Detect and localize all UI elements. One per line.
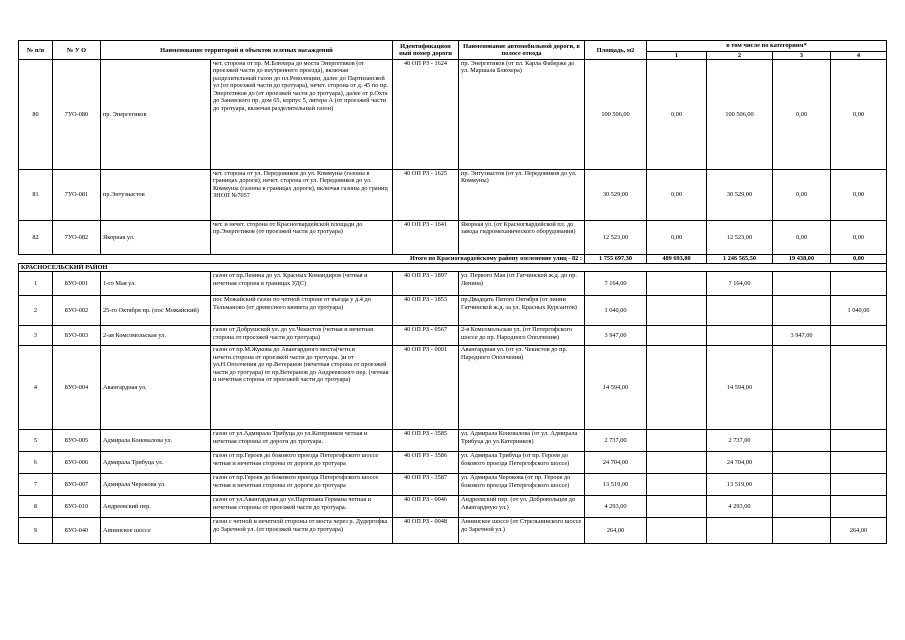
row-cat-1: [647, 474, 707, 496]
row-area: 264,00: [585, 518, 647, 544]
district-heading: КРАСНОСЕЛЬСКИЙ РАЙОН: [19, 264, 887, 272]
row-cat-3: [773, 518, 831, 544]
table-body: [19, 60, 887, 544]
row-road-id: 40 ОП РЗ - 1625: [393, 170, 459, 221]
table-row: [19, 496, 887, 518]
row-description: газон от Добрушской ул. до ул.Чекистов (четная и нечетная сторона от проезжей части до тротуара): [211, 326, 393, 346]
row-cat-2: 14 594,00: [707, 346, 773, 430]
header-cat-4: 4: [831, 52, 887, 60]
row-object-name: Якорная ул.: [101, 221, 211, 255]
row-cat-2: 24 704,00: [707, 452, 773, 474]
row-yo-code: 8УО-004: [53, 346, 101, 430]
row-road-id: 40 ОП РЗ - 3586: [393, 452, 459, 474]
row-road-id: 40 ОП РЗ - 0567: [393, 326, 459, 346]
header-cat-2: 2: [707, 52, 773, 60]
row-road-name: пр. Энтузиастов (от ул. Передовиков до ул. Коммуны): [459, 170, 585, 221]
row-road-id: 40 ОП РЗ - 0001: [393, 346, 459, 430]
row-area: 13 519,00: [585, 474, 647, 496]
row-road-id: 40 ОП РЗ - 0046: [393, 496, 459, 518]
row-number: 1: [19, 272, 53, 296]
row-cat-3: [773, 430, 831, 452]
row-cat-1: [647, 296, 707, 326]
row-yo-code: 8УО-002: [53, 296, 101, 326]
total-area: 1 755 697,30: [585, 255, 647, 264]
table-row: [19, 452, 887, 474]
row-cat-4: [831, 430, 887, 452]
row-road-name: пр.Двадцать Пятого Октября (от линии Гатчинской ж.д. за ул. Красных Курсантов): [459, 296, 585, 326]
row-yo-code: 7УО-082: [53, 221, 101, 255]
table-row: [19, 430, 887, 452]
row-area: 4 293,00: [585, 496, 647, 518]
table-row: [19, 474, 887, 496]
row-area: 24 704,00: [585, 452, 647, 474]
row-cat-2: 100 506,00: [707, 60, 773, 170]
row-object-name: пр. Энергетиков: [101, 60, 211, 170]
row-cat-3: [773, 474, 831, 496]
row-cat-4: 264,00: [831, 518, 887, 544]
row-road-name: 2-я Комсомольская ул. (от Петергофского шоссе до пр. Народного Ополчения): [459, 326, 585, 346]
row-road-name: Аннинское шоссе (от Стрельнинского шоссе до Заречной ул.): [459, 518, 585, 544]
table-row: [19, 272, 887, 296]
row-description: газон с четной и нечетной стороны от моста через р. Дудергофка до Заречной ул. (от проезжей части до тротуара): [211, 518, 393, 544]
row-road-name: Якорная ул. (от Красногвардейской пл. до завода гидромеханического оборудования): [459, 221, 585, 255]
row-yo-code: 8УО-040: [53, 518, 101, 544]
table-row: [19, 326, 887, 346]
total-label: Итого по Красногвардейскому району озеленение улиц - 82 :: [19, 255, 585, 264]
row-cat-4: [831, 474, 887, 496]
row-cat-2: 2 737,00: [707, 430, 773, 452]
row-number: 81: [19, 170, 53, 221]
row-cat-1: [647, 430, 707, 452]
row-cat-2: 4 293,00: [707, 496, 773, 518]
row-area: 1 040,00: [585, 296, 647, 326]
row-description: газон от пр.М.Жукова до Авангардного моста(четн.и нечетн.сторона от проезжей части до тротуара. )и от ул.Н.Ополчения до пр.Ветеранов (нечетная сторона от проезжей части до тротуара) от пр.Ветеранов до Андреевского пер. (четная и нечетная сторона от проезжей части до тротуара): [211, 346, 393, 430]
row-object-name: 1-го Мая ул.: [101, 272, 211, 296]
row-road-name: ул. Первого Мая (от Гатчинской ж.д. до пр. Ленина): [459, 272, 585, 296]
row-object-name: Адмирала Трибуца ул.: [101, 452, 211, 474]
row-object-name: Аннинское шоссе: [101, 518, 211, 544]
row-number: 7: [19, 474, 53, 496]
row-road-id: 40 ОП РЗ - 1624: [393, 60, 459, 170]
row-number: 2: [19, 296, 53, 326]
row-area: 30 529,00: [585, 170, 647, 221]
green-areas-table: [18, 40, 887, 544]
row-number: 80: [19, 60, 53, 170]
header-cat-1: 1: [647, 52, 707, 60]
row-cat-4: [831, 452, 887, 474]
row-description: чет. сторона от ул. Передовиков до ул. Коммуны (газоны в границах дороги), нечет. сторона от ул. Передовиков до ул. Коммуны (газоны в границах дороги), включая газоны до границ ЗНОП №7057: [211, 170, 393, 221]
row-cat-3: [773, 296, 831, 326]
row-area: 100 506,00: [585, 60, 647, 170]
district-heading-row: [19, 264, 887, 272]
row-cat-3: [773, 496, 831, 518]
total-c1: 489 693,80: [647, 255, 707, 264]
row-number: 5: [19, 430, 53, 452]
row-cat-2: 13 519,00: [707, 474, 773, 496]
row-cat-1: [647, 346, 707, 430]
row-cat-2: 30 529,00: [707, 170, 773, 221]
row-cat-3: 0,00: [773, 221, 831, 255]
header-road: Наименование автомобильной дороги, в полосе отвода: [459, 41, 585, 60]
row-cat-1: [647, 496, 707, 518]
row-cat-1: 0,00: [647, 221, 707, 255]
row-cat-2: 12 523,00: [707, 221, 773, 255]
row-cat-1: 0,00: [647, 60, 707, 170]
row-description: чет. и нечет. сторона от Красногвардейской площади до пр.Энергетиков (от проезжей части до тротуара): [211, 221, 393, 255]
row-number: 8: [19, 496, 53, 518]
row-cat-4: [831, 346, 887, 430]
row-cat-4: [831, 326, 887, 346]
row-description: пос Можайский газон по четной стороне от въезда у д.4 до Тельманово (от древесного квнвета до тротуара): [211, 296, 393, 326]
row-road-name: Авангардная ул. (от ул. Чекистов до пр. Народного Ополчения): [459, 346, 585, 430]
row-yo-code: 8УО-005: [53, 430, 101, 452]
row-cat-3: [773, 346, 831, 430]
row-yo-code: 8УО-003: [53, 326, 101, 346]
row-cat-4: [831, 272, 887, 296]
row-object-name: Адмирала Черокова ул.: [101, 474, 211, 496]
row-object-name: 25-го Октября пр. (пос Можайский): [101, 296, 211, 326]
row-area: 3 947,00: [585, 326, 647, 346]
table-row: [19, 518, 887, 544]
row-cat-1: [647, 272, 707, 296]
row-cat-4: 0,00: [831, 170, 887, 221]
row-yo-code: 8УО-010: [53, 496, 101, 518]
table-row: [19, 221, 887, 255]
row-object-name: Авангардная ул.: [101, 346, 211, 430]
row-cat-3: 3 947,00: [773, 326, 831, 346]
row-cat-2: [707, 296, 773, 326]
row-road-name: ул. Адмирала Трибуца (от пр. Героев до бокового проезда Петергофского шоссе): [459, 452, 585, 474]
row-area: 14 594,00: [585, 346, 647, 430]
row-cat-2: 7 164,00: [707, 272, 773, 296]
row-cat-1: [647, 452, 707, 474]
row-road-id: 40 ОП РЗ - 1897: [393, 272, 459, 296]
table-row: [19, 296, 887, 326]
row-cat-3: 0,00: [773, 170, 831, 221]
row-road-id: 40 ОП РЗ - 1641: [393, 221, 459, 255]
row-road-name: ул. Адмирала Коновалова (от ул. Адмирала Трибуца до ул.Катерников): [459, 430, 585, 452]
row-description: газон от пр.Героев до бокового проезда Петергофского шоссе четная и нечетная стороны от дороги до тротуара: [211, 474, 393, 496]
row-description: газон от пр.Ленина до ул. Красных Командиров (четная и нечетная сторона в границах УДС): [211, 272, 393, 296]
row-road-id: 40 ОП РЗ - 0048: [393, 518, 459, 544]
row-number: 3: [19, 326, 53, 346]
row-number: 4: [19, 346, 53, 430]
row-description: газон от пр.Героев до бокового проезда Петергофского шоссе четная и нечетная стороны от дороги до тротуара: [211, 452, 393, 474]
row-cat-4: 1 040,00: [831, 296, 887, 326]
total-c2: 1 246 565,50: [707, 255, 773, 264]
row-cat-4: 0,00: [831, 221, 887, 255]
header-cat-3: 3: [773, 52, 831, 60]
row-yo-code: 8УО-006: [53, 452, 101, 474]
row-area: 2 737,00: [585, 430, 647, 452]
row-cat-1: [647, 518, 707, 544]
row-cat-3: [773, 272, 831, 296]
row-cat-4: [831, 496, 887, 518]
row-cat-2: [707, 326, 773, 346]
row-yo-code: 7УО-081: [53, 170, 101, 221]
row-road-name: ул. Адмирала Черокова (от пр. Героев до бокового проезда Петергофского шоссе): [459, 474, 585, 496]
header-yo: № У О: [53, 41, 101, 60]
row-object-name: 2-ая Комсомольская ул.: [101, 326, 211, 346]
row-area: 7 164,00: [585, 272, 647, 296]
row-cat-1: [647, 326, 707, 346]
table-header: [19, 41, 887, 60]
row-cat-2: [707, 518, 773, 544]
row-object-name: пр.Энтузиастов: [101, 170, 211, 221]
row-yo-code: 8УО-007: [53, 474, 101, 496]
row-description: газон от ул.Адмирала Трибуца до ул.Катерников четная и нечетная стороны от дороги до тротуара.: [211, 430, 393, 452]
header-name: Наименование территорий и объектов зеленых насаждений: [101, 41, 393, 60]
document-page: [18, 40, 886, 544]
row-yo-code: 8УО-001: [53, 272, 101, 296]
header-categories: в том числе по категориям*: [647, 41, 887, 52]
row-road-id: 40 ОП РЗ - 3585: [393, 430, 459, 452]
total-c3: 19 438,00: [773, 255, 831, 264]
table-row: [19, 60, 887, 170]
row-road-name: Андреевский пер. (от ул. Добровольцев до Авангардную ул.): [459, 496, 585, 518]
row-number: 6: [19, 452, 53, 474]
row-cat-3: 0,00: [773, 60, 831, 170]
header-ident: Идентификацион ный номер дороги: [393, 41, 459, 60]
total-c4: 0,00: [831, 255, 887, 264]
row-road-name: пр. Энергетиков (от пл. Карла Фаберже до ул. Маршала Блюхера): [459, 60, 585, 170]
table-row: [19, 170, 887, 221]
row-number: 82: [19, 221, 53, 255]
row-cat-1: 0,00: [647, 170, 707, 221]
row-object-name: Андреевский пер.: [101, 496, 211, 518]
header-area: Площадь, м2: [585, 41, 647, 60]
row-object-name: Адмирала Коновалова ул.: [101, 430, 211, 452]
row-area: 12 523,00: [585, 221, 647, 255]
row-description: чет. сторона от пр. М.Блюхера до моста Энергетиков (от проезжей части до внутреннего проезда), включая разделительный газон до пл.Революции, далее до Партизанской ул (от проезжей части до тротуара), нечет. сторона от д. 45 по пр. Энергетиков до (от проезжей части до тротуара), далее от р.Охта до Заневского пр. дом 65, корпус 5, литера А (от проезжей части до тротуара, включая разделительный газон): [211, 60, 393, 170]
district-total-row: [19, 255, 887, 264]
row-yo-code: 7УО-080: [53, 60, 101, 170]
row-road-id: 40 ОП РЗ - 3587: [393, 474, 459, 496]
row-number: 9: [19, 518, 53, 544]
table-row: [19, 346, 887, 430]
row-cat-3: [773, 452, 831, 474]
row-description: газон от ул.Авангардная до ул.Партизана Германа четная и нечетная стороны от проезжей части до тротуара.: [211, 496, 393, 518]
header-num: № п/п: [19, 41, 53, 60]
row-road-id: 40 ОП РЗ - 1853: [393, 296, 459, 326]
row-cat-4: 0,00: [831, 60, 887, 170]
